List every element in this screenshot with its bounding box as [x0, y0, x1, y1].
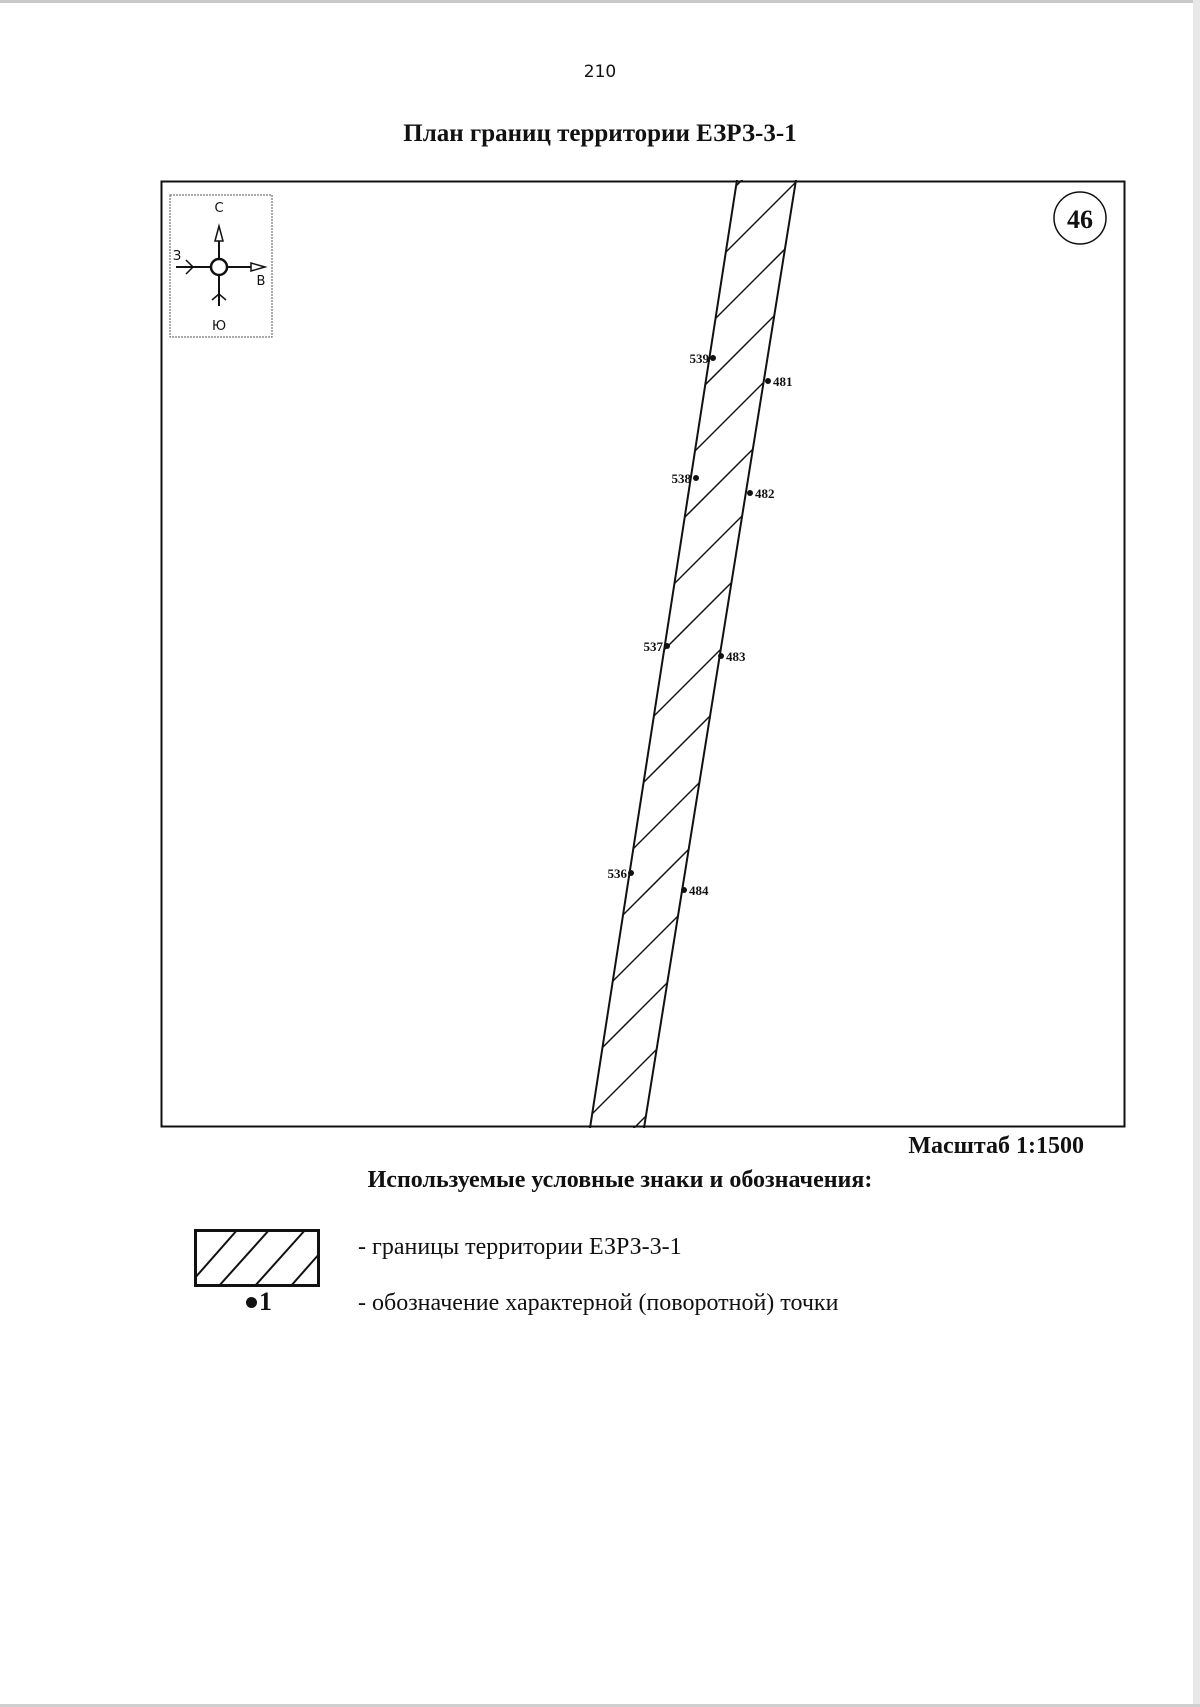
- map-border: [162, 182, 1125, 1127]
- compass-west-label: З: [172, 249, 182, 264]
- boundary-point-label: 482: [755, 486, 775, 501]
- scan-edge-top: [0, 0, 1200, 3]
- legend-hatch-swatch: [194, 1229, 320, 1287]
- legend-item-boundary-text: - границы территории ЕЗРЗ-3-1: [358, 1234, 682, 1260]
- plan-title: План границ территории ЕЗРЗ-3-1: [403, 120, 797, 147]
- boundary-point-484-marker: [681, 887, 687, 893]
- compass-south-label: Ю: [211, 319, 227, 334]
- legend-heading: Используемые условные знаки и обозначения:: [367, 1167, 873, 1193]
- boundary-point-label: 537: [643, 639, 663, 654]
- compass-north-label: С: [214, 201, 224, 216]
- boundary-point-label: 536: [607, 866, 627, 881]
- legend-point-sample-label: 1: [259, 1287, 272, 1316]
- boundary-point-481-marker: [765, 378, 771, 384]
- boundary-point-539-marker: [710, 355, 716, 361]
- boundary-point-536-marker: [628, 870, 634, 876]
- boundary-point-label: 484: [689, 883, 709, 898]
- sheet-number: 46: [1067, 205, 1093, 234]
- legend-point-sample: [246, 1287, 272, 1317]
- boundary-point-label: 483: [726, 649, 746, 664]
- legend-point-dot-icon: [246, 1297, 257, 1308]
- boundary-point-label: 481: [773, 374, 793, 389]
- sheet-number-badge: [1054, 192, 1106, 244]
- map-canvas: [160, 180, 1126, 1128]
- map-frame: [160, 180, 1126, 1128]
- boundary-point-label: 538: [671, 471, 691, 486]
- legend-hatch-icon: [194, 1229, 320, 1287]
- boundary-point-label: 539: [689, 351, 709, 366]
- compass-east-label: В: [256, 274, 266, 289]
- scale-label: Масштаб 1:1500: [908, 1133, 1084, 1159]
- boundary-point-538-marker: [693, 475, 699, 481]
- boundary-point-537-marker: [664, 643, 670, 649]
- legend-item-point-text: - обозначение характерной (поворотной) точки: [358, 1290, 839, 1316]
- scan-edge-right: [1193, 0, 1200, 1707]
- boundary-point-483-marker: [718, 653, 724, 659]
- boundary-point-482-marker: [747, 490, 753, 496]
- page-number: 210: [583, 62, 617, 82]
- compass-center: [211, 259, 227, 275]
